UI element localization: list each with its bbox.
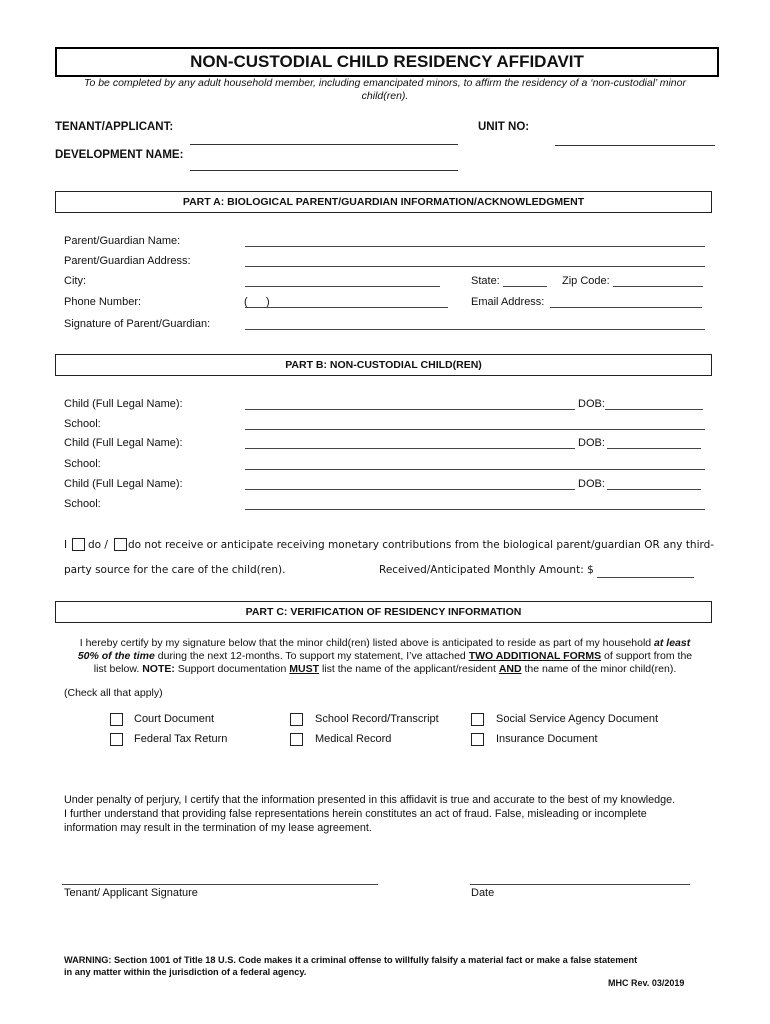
- date-label: Date: [471, 887, 495, 899]
- development-field[interactable]: [190, 170, 458, 171]
- child-1-dob-label: DOB:: [578, 398, 605, 410]
- unit-field[interactable]: [555, 145, 715, 146]
- check-all-note: (Check all that apply): [64, 687, 163, 699]
- form-subtitle: To be completed by any adult household member, including emancipated minors, to affirm the residency of a ‘non-custodial’ minor child(ren).: [84, 77, 686, 102]
- monthly-amount-label: Received/Anticipated Monthly Amount: $: [379, 564, 594, 576]
- federal-tax-label: Federal Tax Return: [134, 733, 228, 745]
- perjury-statement: Under penalty of perjury, I certify that the information presented in this affidavit is true and accurate to the best of my knowledge. I further understand that providing false representations herein constitutes an act of fraud. False, misleading or incomplete information may result in the termination of my lease agreement.: [64, 794, 676, 834]
- zip-label: Zip Code:: [562, 275, 610, 287]
- school-2-label: School:: [64, 458, 101, 470]
- do-not-receive-checkbox[interactable]: [114, 538, 127, 551]
- school-1-label: School:: [64, 418, 101, 430]
- state-field[interactable]: [503, 286, 547, 287]
- medical-record-checkbox[interactable]: [290, 733, 303, 746]
- certification-text: I hereby certify by my signature below that the minor child(ren) listed above is anticipated to reside as part of my household at least 50% of the time during the next 12-months. To support my statement, I’ve attached TWO ADDITIONAL FORMS of support from the list below. NOTE: Support documentation MUST list the name of the applicant/resident AND the name of the minor child(ren).: [77, 637, 693, 675]
- state-label: State:: [471, 275, 500, 287]
- child-1-dob-field[interactable]: [605, 409, 703, 410]
- child-3-name-field[interactable]: [245, 489, 575, 490]
- child-3-dob-field[interactable]: [607, 489, 701, 490]
- child-3-dob-label: DOB:: [578, 478, 605, 490]
- revision-label: MHC Rev. 03/2019: [608, 978, 685, 988]
- development-label: DEVELOPMENT NAME:: [55, 149, 184, 161]
- tenant-signature-label: Tenant/ Applicant Signature: [64, 887, 198, 899]
- form-title: NON-CUSTODIAL CHILD RESIDENCY AFFIDAVIT: [55, 47, 719, 77]
- parent-name-field[interactable]: [245, 246, 705, 247]
- contrib-do: do /: [88, 539, 108, 551]
- insurance-document-label: Insurance Document: [496, 733, 598, 745]
- unit-label: UNIT NO:: [478, 121, 530, 133]
- tenant-label: TENANT/APPLICANT:: [55, 121, 174, 133]
- parent-signature-label: Signature of Parent/Guardian:: [64, 318, 211, 330]
- school-record-checkbox[interactable]: [290, 713, 303, 726]
- federal-tax-checkbox[interactable]: [110, 733, 123, 746]
- child-2-dob-label: DOB:: [578, 437, 605, 449]
- tenant-field[interactable]: [190, 144, 458, 145]
- email-field[interactable]: [550, 307, 702, 308]
- contrib-text-2: party source for the care of the child(ren).: [64, 564, 286, 576]
- school-1-field[interactable]: [245, 429, 705, 430]
- part-b-heading: PART B: NON-CUSTODIAL CHILD(REN): [55, 354, 712, 376]
- parent-address-label: Parent/Guardian Address:: [64, 255, 191, 267]
- court-document-checkbox[interactable]: [110, 713, 123, 726]
- city-field[interactable]: [245, 286, 440, 287]
- city-label: City:: [64, 275, 86, 287]
- child-1-label: Child (Full Legal Name):: [64, 398, 183, 410]
- warning-text: WARNING: Section 1001 of Title 18 U.S. Code makes it a criminal offense to willfully falsify a material fact or make a false statement in any matter within the jurisdiction of a federal agency.: [64, 955, 638, 977]
- school-2-field[interactable]: [245, 469, 705, 470]
- child-2-dob-field[interactable]: [607, 448, 701, 449]
- part-a-heading: PART A: BIOLOGICAL PARENT/GUARDIAN INFORMATION/ACKNOWLEDGMENT: [55, 191, 712, 213]
- child-2-name-field[interactable]: [245, 448, 575, 449]
- school-record-label: School Record/Transcript: [315, 713, 439, 725]
- email-label: Email Address:: [471, 296, 545, 308]
- do-receive-checkbox[interactable]: [72, 538, 85, 551]
- zip-field[interactable]: [613, 286, 703, 287]
- monthly-amount-field[interactable]: [597, 577, 694, 578]
- contrib-text: do not receive or anticipate receiving monetary contributions from the biological parent/guardian OR any third-: [128, 539, 715, 551]
- part-c-heading: PART C: VERIFICATION OF RESIDENCY INFORMATION: [55, 601, 712, 623]
- school-3-field[interactable]: [245, 509, 705, 510]
- insurance-document-checkbox[interactable]: [471, 733, 484, 746]
- parent-signature-field[interactable]: [245, 329, 705, 330]
- date-field[interactable]: [470, 884, 690, 885]
- school-3-label: School:: [64, 498, 101, 510]
- court-document-label: Court Document: [134, 713, 215, 725]
- child-3-label: Child (Full Legal Name):: [64, 478, 183, 490]
- phone-label: Phone Number:: [64, 296, 142, 308]
- social-service-checkbox[interactable]: [471, 713, 484, 726]
- parent-address-field[interactable]: [245, 266, 705, 267]
- phone-area-code: ( ): [244, 296, 270, 308]
- tenant-signature-field[interactable]: [62, 884, 378, 885]
- child-1-name-field[interactable]: [245, 409, 575, 410]
- medical-record-label: Medical Record: [315, 733, 392, 745]
- social-service-label: Social Service Agency Document: [496, 713, 659, 725]
- parent-name-label: Parent/Guardian Name:: [64, 235, 181, 247]
- phone-field[interactable]: [245, 307, 448, 308]
- contrib-i: I: [64, 539, 68, 551]
- child-2-label: Child (Full Legal Name):: [64, 437, 183, 449]
